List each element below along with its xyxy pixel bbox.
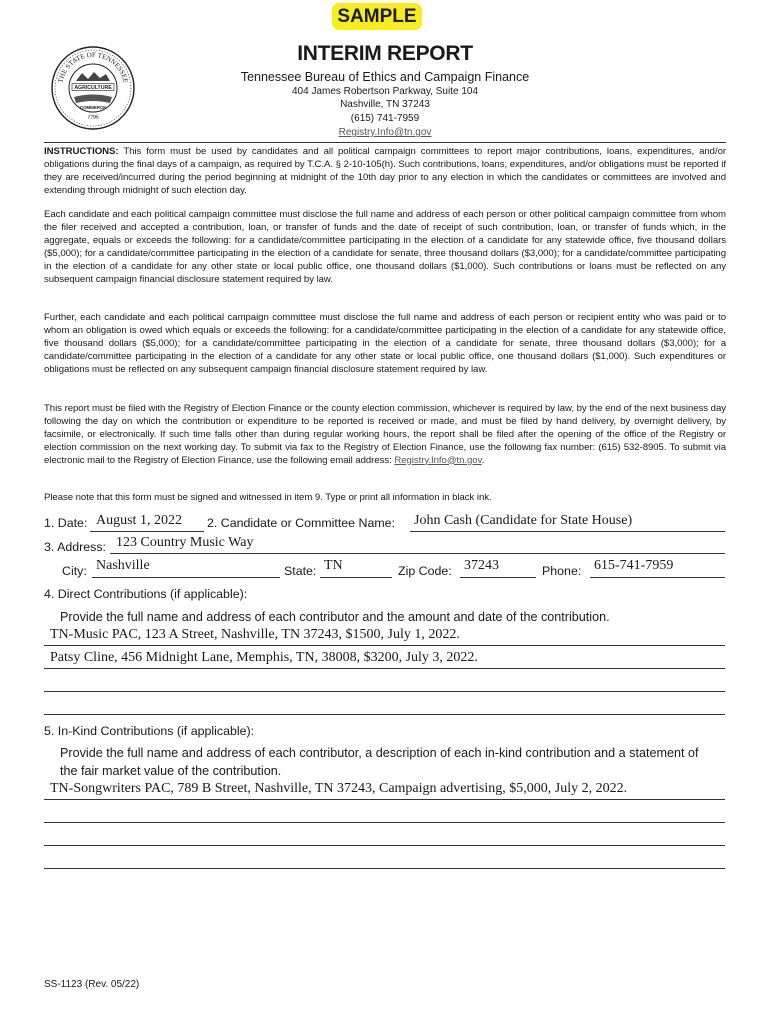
agency-phone: (615) 741-7959 <box>350 113 420 124</box>
candidate-name-label: 2. Candidate or Committee Name: <box>207 516 396 530</box>
instructions-text: This form must be used by candidates and all political campaign committees to report major contributions, loans, expenditures, and/or obligations during the final days of a campaign, as required by T.C.A. § 2-10-105(h). Such contributions, loans, expenditures, and/or obligations must be reported if they are received/incurred during the period beginning at midnight of the 10th day prior to any election in which the candidates or committees are involved and extending through midnight of such election day. <box>44 146 726 196</box>
direct-contribution-entry-2[interactable]: Patsy Cline, 456 Midnight Lane, Memphis, TN, 38008, $3200, July 3, 2022. <box>50 650 478 665</box>
form-number: SS-1123 (Rev. 05/22) <box>44 979 140 990</box>
direct-contribution-line-3 <box>44 691 725 692</box>
svg-text:THE STATE OF TENNESSEE: THE STATE OF TENNESSEE <box>56 50 130 84</box>
zip-code-label: Zip Code: <box>398 564 452 578</box>
in-kind-contribution-line-2 <box>44 822 725 823</box>
state-field[interactable]: TN <box>324 558 343 573</box>
instructions-paragraph-1 <box>44 146 726 198</box>
direct-contribution-line-4 <box>44 714 725 715</box>
direct-contribution-line-1 <box>44 645 725 646</box>
state-label: State: <box>284 564 317 578</box>
section-4-instruction: Provide the full name and address of each contributor and the amount and date of the contribution. <box>60 610 610 624</box>
section-4-heading: 4. Direct Contributions (if applicable): <box>44 587 248 601</box>
section-5-heading: 5. In-Kind Contributions (if applicable): <box>44 724 255 738</box>
in-kind-contribution-line-3 <box>44 845 725 846</box>
agency-email-link[interactable]: Registry.Info@tn.gov <box>338 127 432 138</box>
candidate-name-underline <box>410 531 725 532</box>
city-field[interactable]: Nashville <box>96 558 150 573</box>
in-kind-contribution-line-1 <box>44 799 725 800</box>
in-kind-contribution-entry-1[interactable]: TN-Songwriters PAC, 789 B Street, Nashville, TN 37243, Campaign advertising, $5,000, July 2, 2022. <box>50 781 628 796</box>
phone-underline <box>590 577 725 578</box>
address-field[interactable]: 123 Country Music Way <box>116 535 254 550</box>
address-label: 3. Address: <box>44 540 106 554</box>
city-underline <box>92 577 280 578</box>
instructions-paragraph-3: Further, each candidate and each political campaign committee must disclose the full name and address of each person or recipient entity who was paid or to whom an obligation is owed which equals or exceeds the following: for a candidate/committee participating in the election of a candidate for any statewide office, five thousand dollars ($5,000); for a candidate/committee participating in the election of a candidate for senate, three thousand dollars ($3,000); for a candidate/committee participating in the election of a candidate for any other state or local public office, one thousand dollars ($1,000). Such expenditures or obligations must be reflected on any subsequent campaign financial disclosure statement required by law. <box>44 312 726 375</box>
date-label: 1. Date: <box>44 516 88 530</box>
instructions-paragraph-5: Please note that this form must be signed and witnessed in item 9. Type or print all information in black ink. <box>44 492 492 503</box>
zip-code-field[interactable]: 37243 <box>464 558 499 573</box>
in-kind-contribution-line-4 <box>44 868 725 869</box>
svg-text:COMMERCE: COMMERCE <box>79 105 107 110</box>
agency-address: 404 James Robertson Parkway, Suite 104 <box>291 86 479 97</box>
instructions-paragraph-2: Each candidate and each political campaign committee must disclose the full name and address of each person or other political campaign committee from whom the filer received and accepted a contribution, loan, or transfer of funds and the date of receipt of such contribution, loan, or transfer of funds which, in the aggregate, equals or exceeds the following: for a candidate/committee participating in the election of a candidate for any statewide office, five thousand dollars ($5,000); for a candidate/committee participating in the election of a candidate for senate, three thousand dollars ($3,000); for a candidate/committee participating in the election of a candidate for any other state or local public office, one thousand dollars ($1,000). Such contributions or loans must be reflected on any subsequent campaign financial disclosure statement required by law. <box>44 209 726 285</box>
svg-text:1796: 1796 <box>86 114 100 122</box>
zip-code-underline <box>460 577 536 578</box>
direct-contribution-entry-1[interactable]: TN-Music PAC, 123 A Street, Nashville, TN 37243, $1500, July 1, 2022. <box>50 627 460 642</box>
instructions-paragraph-4 <box>44 403 726 468</box>
header-divider <box>44 142 726 143</box>
state-underline <box>320 577 392 578</box>
phone-field[interactable]: 615-741-7959 <box>594 558 674 573</box>
direct-contribution-line-2 <box>44 668 725 669</box>
registry-email-link[interactable]: Registry.Info@tn.gov <box>394 454 482 466</box>
section-5-instruction-line-2: the fair market value of the contribution. <box>60 764 282 778</box>
sample-badge: SAMPLE <box>332 3 422 30</box>
filing-instructions-text: This report must be filed with the Registry of Election Finance or the county election commission, whichever is required by law, by the end of the next business day following the day on which the contribution or expenditure to be reported is received or made, and must be filed by hand delivery, by overnight delivery, by facsimile, or electronically. If such time falls other than during regular working hours, the report shall be filed after the opening of the office of the Registry or election commission on the next working day. To submit via fax to the Registry of Election Finance, use the following fax number: (615) 532-8905. To submit via electronic mail to the Registry of Election Finance, use the following email address: <box>44 403 726 466</box>
section-5-instruction-line-1: Provide the full name and address of each contributor, a description of each in-kind contribution and a statement of <box>60 746 699 760</box>
filing-instructions-end: . <box>481 454 485 466</box>
date-underline <box>90 531 204 532</box>
svg-text:AGRICULTURE: AGRICULTURE <box>74 85 112 91</box>
city-label: City: <box>62 564 87 578</box>
address-underline <box>110 553 725 554</box>
candidate-name-field[interactable]: John Cash (Candidate for State House) <box>414 513 633 528</box>
form-title: INTERIM REPORT <box>297 42 473 65</box>
agency-city: Nashville, TN 37243 <box>340 99 430 110</box>
phone-label: Phone: <box>542 564 582 578</box>
instructions-label: INSTRUCTIONS: <box>44 146 119 157</box>
date-field[interactable]: August 1, 2022 <box>96 513 182 528</box>
agency-name: Tennessee Bureau of Ethics and Campaign Finance <box>240 70 530 84</box>
